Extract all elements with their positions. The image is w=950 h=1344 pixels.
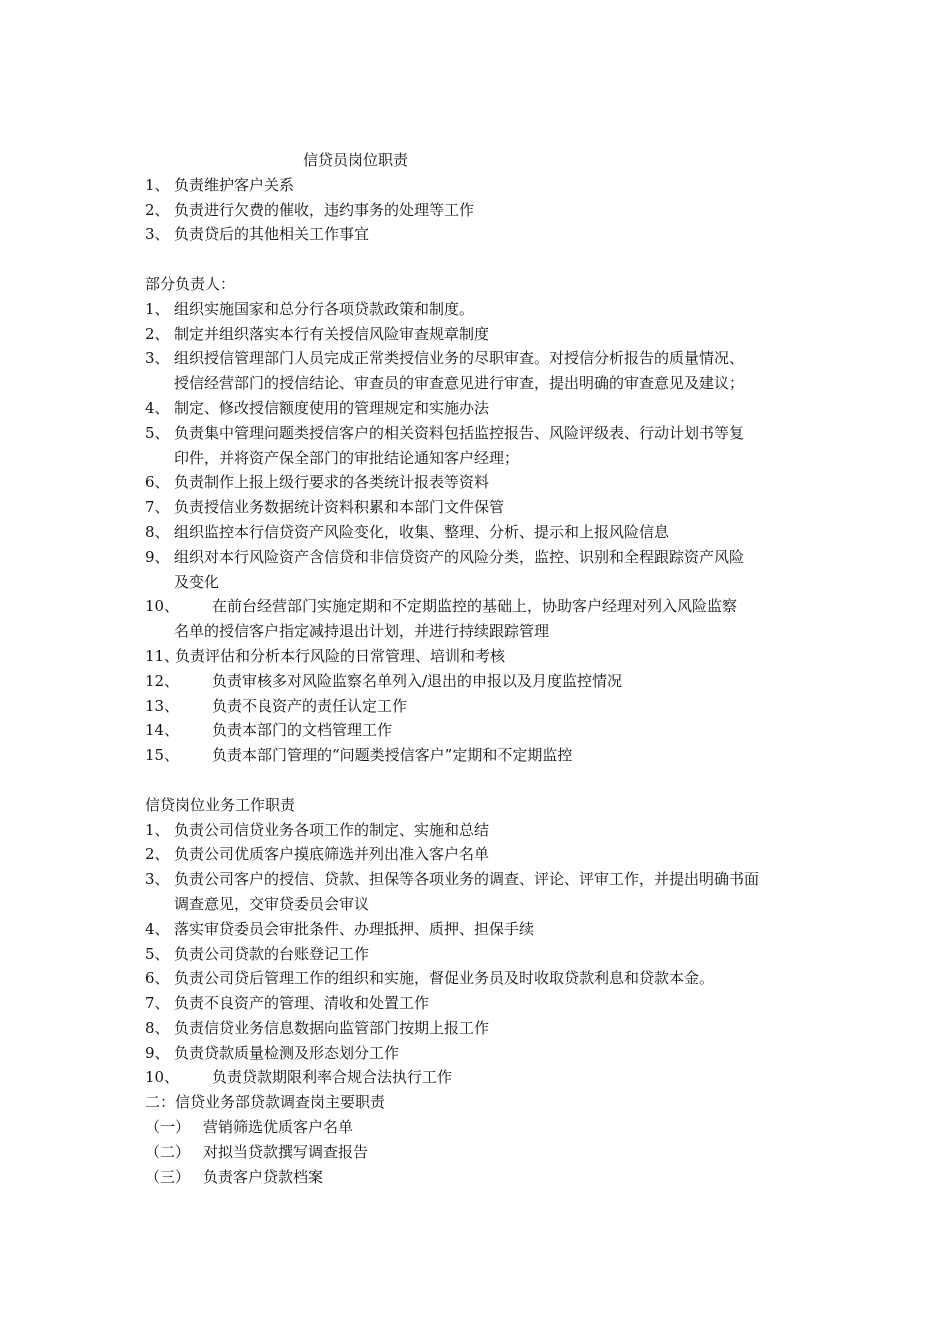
list-item: [145, 718, 825, 743]
list-item: [145, 1140, 825, 1165]
blank-line: [145, 768, 825, 793]
item-number: 3、: [145, 870, 170, 889]
list-item: [145, 545, 825, 570]
item-number: 10、: [145, 597, 180, 616]
list-item: [145, 173, 825, 198]
list-item: [145, 1065, 825, 1090]
item-continuation: 名单的授信客户指定减持退出计划，并进行持续跟踪管理: [174, 622, 550, 641]
item-text: 负责制作上报上级行要求的各类统计报表等资料: [174, 473, 490, 492]
item-text: 负责信贷业务信息数据向监管部门按期上报工作: [174, 1018, 490, 1037]
list-item: [145, 222, 825, 247]
item-text: 负责授信业务数据统计资料积累和本部门文件保管: [174, 498, 505, 517]
list-item: [145, 842, 825, 867]
list-item: [145, 669, 825, 694]
section-heading: 部分负责人：: [145, 274, 236, 293]
item-text: 制定、修改授信额度使用的管理规定和实施办法: [174, 398, 490, 417]
list-item: [145, 594, 825, 619]
item-number: 10、: [145, 1068, 180, 1087]
item-text: 负责公司优质客户摸底筛选并列出准入客户名单: [174, 845, 490, 864]
section-heading: 信贷岗位业务工作职责: [145, 795, 296, 814]
item-number: 7、: [145, 994, 170, 1013]
list-item: [145, 346, 825, 371]
item-text: 负责公司信贷业务各项工作的制定、实施和总结: [174, 820, 490, 839]
list-item: [145, 743, 825, 768]
section-heading: 二：信贷业务部贷款调查岗主要职责: [145, 1093, 386, 1112]
item-continuation: 授信经营部门的授信结论、审查员的审查意见进行审查，提出明确的审查意见及建议；: [174, 374, 745, 393]
item-text: 对拟当贷款撰写调查报告: [203, 1142, 369, 1161]
list-item: [145, 966, 825, 991]
item-number: 6、: [145, 969, 170, 988]
list-item: [145, 1016, 825, 1041]
item-text: 负责公司客户的授信、贷款、担保等各项业务的调查、评论、评审工作，并提出明确书面: [174, 870, 760, 889]
item-number: 6、: [145, 473, 170, 492]
item-text: 负责客户贷款档案: [203, 1167, 324, 1186]
item-number: （二）: [145, 1142, 191, 1161]
item-number: 8、: [145, 1018, 170, 1037]
document-title: 信贷员岗位职责: [303, 151, 409, 169]
item-number: 11、: [145, 646, 180, 665]
list-item: [145, 867, 825, 892]
item-number: 8、: [145, 522, 170, 541]
item-text: 负责公司贷后管理工作的组织和实施，督促业务员及时收取贷款利息和贷款本金。: [174, 969, 715, 988]
item-number: 14、: [145, 721, 180, 740]
item-text: 负责贷款期限利率合规合法执行工作: [212, 1068, 453, 1087]
item-text: 负责不良资产的管理、清收和处置工作: [174, 994, 430, 1013]
item-number: 5、: [145, 423, 170, 442]
item-continuation: 调查意见，交审贷委员会审议: [174, 894, 370, 913]
list-item: [145, 917, 825, 942]
list-item: [145, 421, 825, 446]
item-number: 4、: [145, 919, 170, 938]
document-body: [145, 148, 825, 1189]
item-number: 2、: [145, 845, 170, 864]
list-item: [145, 495, 825, 520]
item-number: 1、: [145, 299, 170, 318]
item-text: 负责集中管理问题类授信客户的相关资料包括监控报告、风险评级表、行动计划书等复: [174, 423, 745, 442]
item-number: 1、: [145, 175, 170, 194]
list-item: [145, 322, 825, 347]
item-text: 在前台经营部门实施定期和不定期监控的基础上，协助客户经理对列入风险监察: [212, 597, 738, 616]
item-text: 负责本部门的文档管理工作: [212, 721, 393, 740]
item-number: 1、: [145, 820, 170, 839]
list-item: [145, 1165, 825, 1190]
item-text: 营销筛选优质客户名单: [203, 1118, 354, 1137]
list-item: [145, 1115, 825, 1140]
item-number: 2、: [145, 200, 170, 219]
item-number: 3、: [145, 349, 170, 368]
item-text: 负责评估和分析本行风险的日常管理、培训和考核: [175, 646, 506, 665]
item-continuation: 及变化: [174, 572, 220, 591]
item-number: 2、: [145, 324, 170, 343]
item-number: 15、: [145, 746, 180, 765]
list-item: [145, 297, 825, 322]
item-number: 9、: [145, 547, 170, 566]
item-number: 13、: [145, 696, 180, 715]
item-text: 负责公司贷款的台账登记工作: [174, 944, 370, 963]
item-number: 3、: [145, 225, 170, 244]
item-text: 组织授信管理部门人员完成正常类授信业务的尽职审查。对授信分析报告的质量情况、: [174, 349, 745, 368]
item-text: 组织监控本行信贷资产风险变化，收集、整理、分析、提示和上报风险信息: [174, 522, 670, 541]
list-item: [145, 198, 825, 223]
item-text: 制定并组织落实本行有关授信风险审查规章制度: [174, 324, 490, 343]
item-number: 5、: [145, 944, 170, 963]
list-item: [145, 991, 825, 1016]
item-number: （一）: [145, 1118, 191, 1137]
item-number: （三）: [145, 1167, 191, 1186]
item-number: 9、: [145, 1043, 170, 1062]
item-text: 组织对本行风险资产含信贷和非信贷资产的风险分类，监控、识别和全程跟踪资产风险: [174, 547, 745, 566]
list-item: [145, 818, 825, 843]
item-number: 4、: [145, 398, 170, 417]
item-text: 负责本部门管理的“问题类授信客户”定期和不定期监控: [212, 746, 573, 765]
item-number: 12、: [145, 671, 180, 690]
list-item: [145, 644, 825, 669]
item-text: 负责不良资产的责任认定工作: [212, 696, 408, 715]
item-number: 7、: [145, 498, 170, 517]
list-item: [145, 470, 825, 495]
list-item: [145, 694, 825, 719]
item-text: 负责贷款质量检测及形态划分工作: [174, 1043, 400, 1062]
item-text: 落实审贷委员会审批条件、办理抵押、质押、担保手续: [174, 919, 535, 938]
item-text: 组织实施国家和总分行各项贷款政策和制度。: [174, 299, 475, 318]
item-text: 负责审核多对风险监察名单列入/退出的申报以及月度监控情况: [212, 671, 623, 690]
item-text: 负责维护客户关系: [174, 175, 295, 194]
item-continuation: 印件，并将资产保全部门的审批结论通知客户经理；: [174, 448, 520, 467]
list-item: [145, 1041, 825, 1066]
list-item: [145, 396, 825, 421]
list-item: [145, 942, 825, 967]
blank-line: [145, 247, 825, 272]
item-text: 负责贷后的其他相关工作事宜: [174, 225, 370, 244]
item-text: 负责进行欠费的催收，违约事务的处理等工作: [174, 200, 475, 219]
list-item: [145, 520, 825, 545]
